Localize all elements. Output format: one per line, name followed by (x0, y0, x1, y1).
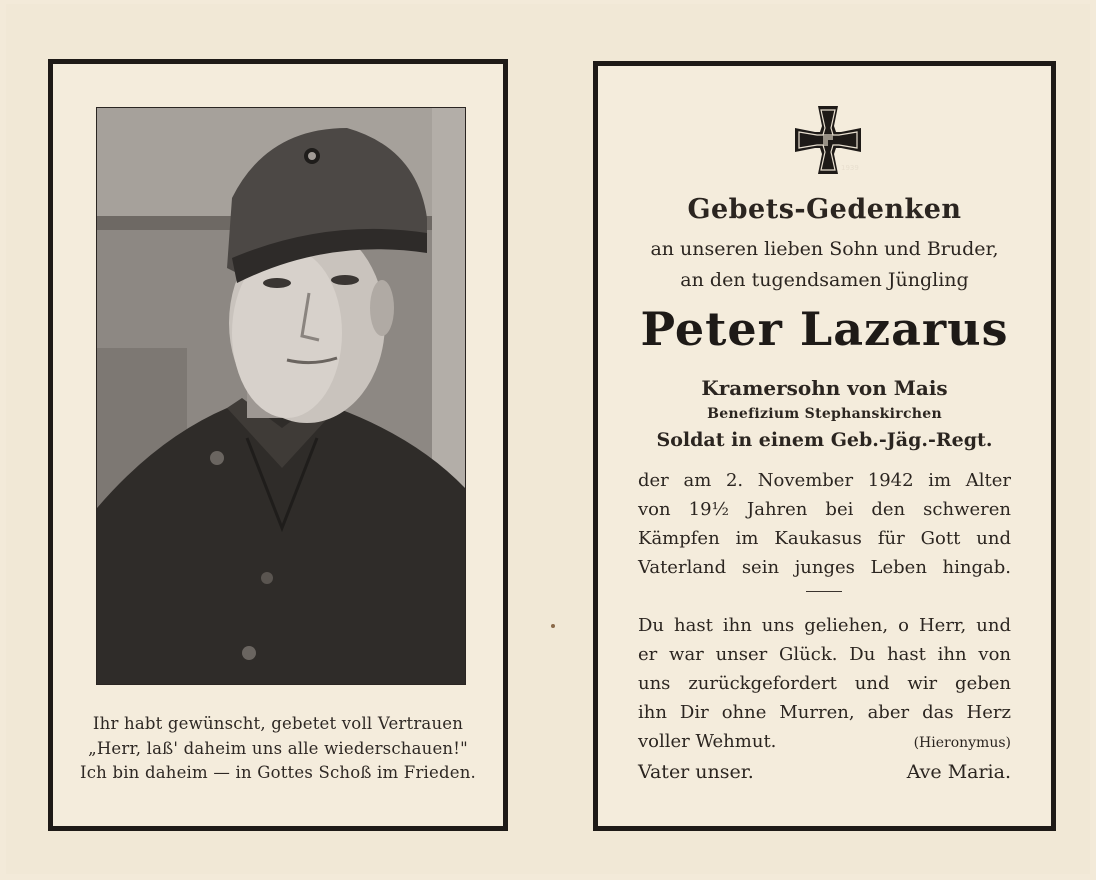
portrait-photo (96, 107, 466, 685)
quote-line-3: uns zurückgefordert und wir geben (638, 673, 1011, 694)
quote (638, 611, 1011, 758)
subtitle-2: an den tugendsamen Jüngling (680, 269, 969, 291)
poem-line-1: Ihr habt gewünscht, gebetet voll Vertrauen (92, 714, 464, 733)
card-title: Gebets-Gedenken (687, 194, 962, 225)
quote-line-2: er war unser Glück. Du hast ihn von (638, 644, 1011, 665)
deceased-name: Peter Lazarus (640, 302, 1009, 356)
quote-line-4: ihn Dir ohne Murren, aber das Herz (638, 702, 1011, 723)
quote-attribution: (Hieronymus) (913, 735, 1011, 751)
military-rank: Soldat in einem Geb.-Jäg.-Regt. (656, 429, 993, 451)
right-panel (593, 61, 1056, 831)
fold-mark (551, 624, 555, 628)
poem (73, 712, 483, 786)
poem-line-3: Ich bin daheim — in Gottes Schoß im Frieden. (80, 763, 476, 782)
divider (806, 591, 842, 592)
benefice: Benefizium Stephanskirchen (707, 406, 942, 422)
notice-line-2: von 19½ Jahren bei den schweren (638, 499, 1011, 520)
poem-line-2: „Herr, laß' daheim uns alle wiederschauen!" (88, 738, 468, 758)
quote-line-5: voller Wehmut. (638, 731, 777, 752)
notice-line-1: der am 2. November 1942 im Alter (638, 470, 1011, 491)
quote-last-line (638, 727, 1011, 758)
prayer-vater-unser: Vater unser. (638, 761, 754, 783)
occupation: Kramersohn von Mais (701, 376, 948, 400)
quote-line-1: Du hast ihn uns geliehen, o Herr, und (638, 615, 1011, 636)
portrait-illustration (97, 108, 465, 684)
prayers (638, 761, 1011, 783)
notice-line-4: Vaterland sein junges Leben hingab. (638, 557, 1011, 578)
prayer-ave-maria: Ave Maria. (906, 761, 1011, 783)
left-panel (48, 59, 508, 831)
iron-cross-icon (793, 104, 863, 176)
memorial-card (6, 4, 1090, 874)
subtitle-1: an unseren lieben Sohn und Bruder, (650, 238, 999, 260)
emblem-year: 1939 (841, 164, 859, 172)
notice-line-3: Kämpfen im Kaukasus für Gott und (638, 528, 1011, 549)
death-notice (638, 466, 1011, 582)
